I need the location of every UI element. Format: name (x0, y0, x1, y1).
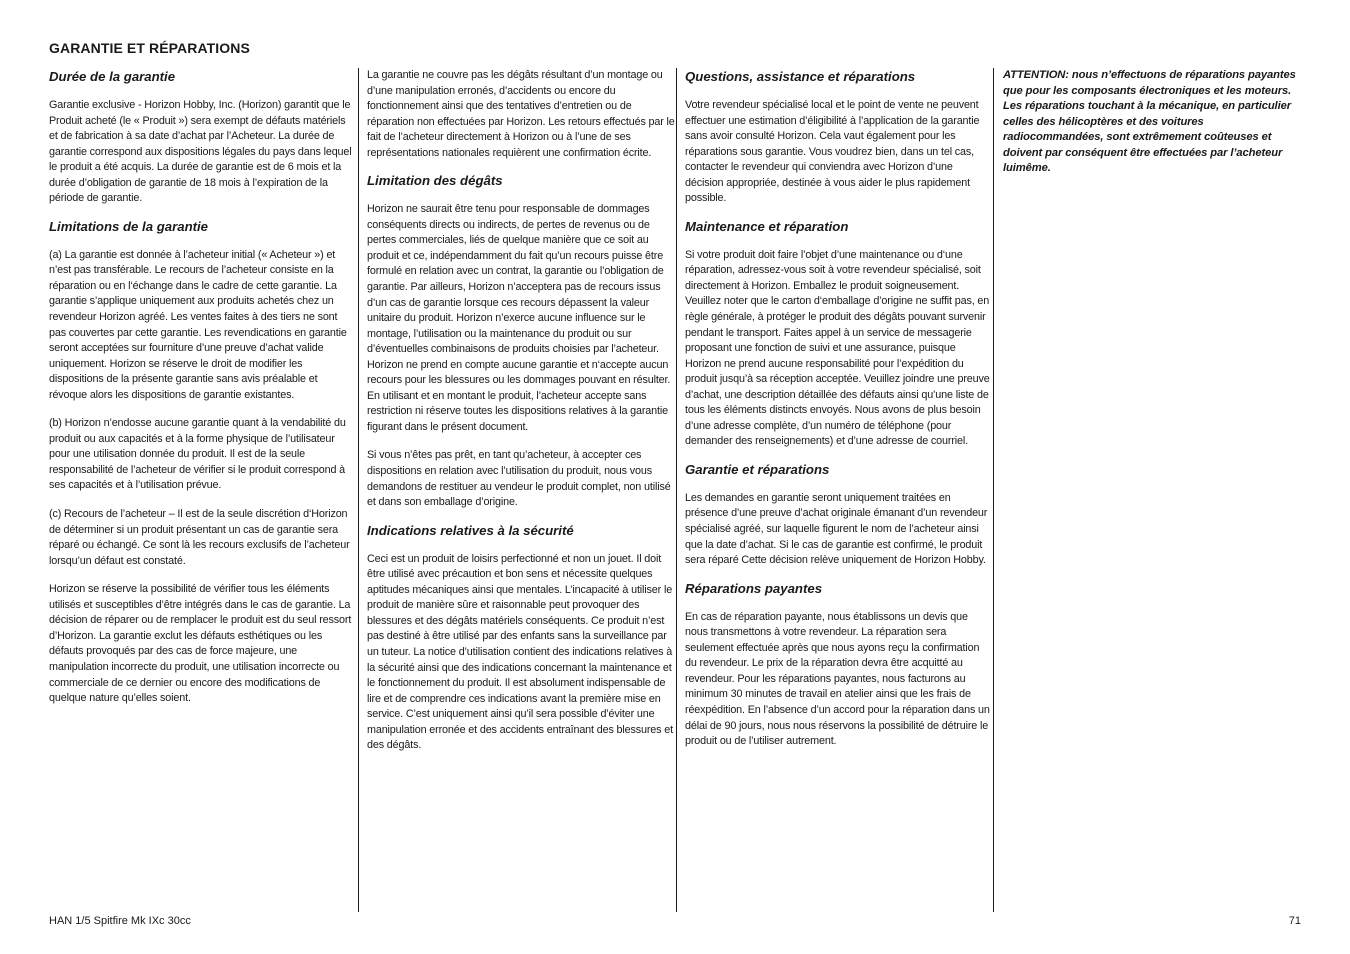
section-heading-garantie-reparations: Garantie et réparations (685, 461, 830, 477)
paragraph-garantie-exclusive: Garantie exclusive - Horizon Hobby, Inc. (Horizon) garantit que le Produit acheté (le « Produit ») sera exempt de défauts matériels et de fabrication à sa date d’achat par l’Acheteur. La durée de garantie correspond aux dispositions légales du pays dans lequel le produit a été acquis. La durée de garantie est de 6 mois et la durée d’obligation de garantie de 18 mois à l’expiration de la période de garantie. (49, 99, 352, 205)
paragraph-maintenance: Si votre produit doit faire l’objet d’une maintenance ou d‘une réparation, adressez-vous soit à votre revendeur spécialisé, soit directement à Horizon. Emballez le produit soigneusement. Veuillez noter que le carton d‘emballage d’origine ne suffit pas, en règle générale, à protéger le produit des dégâts pouvant survenir pendant le transport. Faites appel à un service de messagerie proposant une fonction de suivi et une assurance, puisque Horizon ne prend aucune responsabilité pour l’expédition du produit jusqu’à sa réception acceptée. Veuillez joindre une preuve d’achat, une description détaillée des défauts ainsi qu’une liste de tous les éléments distincts envoyés. Nous avons de plus besoin d’une adresse complète, d’un numéro de téléphone (pour demander des renseignements) et d’une adresse de courriel. (685, 248, 990, 448)
column-4 (993, 68, 1301, 912)
section-heading-limitation-degats: Limitation des dégâts (367, 173, 503, 189)
column-3 (676, 68, 992, 912)
paragraph-limitation-c: (c) Recours de l’acheteur – Il est de la seule discrétion d‘Horizon de déterminer si un produit présentant un cas de garantie sera réparé ou échangé. Ce sont là les recours exclusifs de l’acheteur lorsqu’un défaut est constaté. (49, 508, 350, 567)
paragraph-verification: Horizon se réserve la possibilité de vérifier tous les éléments utilisés et susceptibles d’être intégrés dans le cas de garantie. La décision de réparer ou de remplacer le produit est du seul ressort d’Horizon. La garantie exclut les défauts esthétiques ou les défauts provoqués par des cas de force majeure, une manipulation incorrecte du produit, une utilisation incorrecte ou commerciale de ce dernier ou encore des modifications de quelque nature qu’elles soient. (49, 583, 352, 705)
paragraph-securite: Ceci est un produit de loisirs perfectionné et non un jouet. Il doit être utilisé avec précaution et bon sens et nécessite quelques aptitudes mécaniques ainsi que mentales. L’incapacité à utiliser le produit de manière sûre et raisonnable peut provoquer des blessures et des dégâts matériels conséquents. Ce produit n’est pas destiné à être utilisé par des enfants sans la surveillance par un tuteur. La notice d’utilisation contient des indications relatives à la sécurité ainsi que des indications concernant la maintenance et le fonctionnement du produit. Il est absolument indispensable de lire et de comprendre ces indications avant la première mise en service. C’est uniquement ainsi qu’il sera possible d’éviter une manipulation erronée et des accidents entraînant des blessures et des dégâts. (367, 552, 673, 752)
section-heading-duree-garantie: Durée de la garantie (49, 69, 176, 84)
section-heading-limitations-garantie: Limitations de la garantie (49, 218, 209, 234)
paragraph-limitation-a: (a) La garantie est donnée à l’acheteur initial (« Acheteur ») et n’est pas transférable. Le recours de l’acheteur consiste en la réparation ou en l‘échange dans le cadre de cette garantie. La garantie s’applique uniquement aux produits achetés chez un revendeur Horizon agréé. Les ventes faites à des tiers ne sont pas couvertes par cette garantie. Les revendications en garantie seront acceptées sur fourniture d’une preuve d’achat valide uniquement. Horizon se réserve le droit de modifier les dispositions de la présente garantie sans avis préalable et révoque alors les dispositions de garantie existantes. (49, 248, 347, 401)
section-heading-securite: Indications relatives à la sécurité (367, 522, 574, 538)
paragraph-reparations-payantes: En cas de réparation payante, nous établissons un devis que nous transmettons à votre revendeur. La réparation sera seulement effectuée après que nous ayons reçu la confirmation du revendeur. Le prix de la réparation devra être acquitté au revendeur. Pour les réparations payantes, nous facturons au minimum 30 minutes de travail en atelier ainsi que les frais de réexpédition. En l’absence d’un accord pour la réparation dans un délai de 90 jours, nous nous réservons la possibilité de détruire le produit ou de l’utiliser autrement. (685, 610, 990, 748)
page-number: 71 (1288, 915, 1301, 927)
paragraph-revendeur: Votre revendeur spécialisé local et le point de vente ne peuvent effectuer une estimation d’éligibilité à l’application de la garantie sans avoir consulté Horizon. Cela vaut également pour les réparations sous garantie. Vous voudrez bien, dans un tel cas, contacter le revendeur qui conviendra avec Horizon d’une décision appropriée, destinée à vous aider le plus rapidement possible. (685, 99, 980, 205)
page-title: GARANTIE ET RÉPARATIONS (49, 40, 250, 56)
section-heading-reparations-payantes: Réparations payantes (685, 580, 823, 596)
paragraph-responsabilite: Horizon ne saurait être tenu pour responsable de dommages conséquents directs ou indirects, de pertes de revenus ou de pertes commerciales, liés de quelque manière que ce soit au produit et ce, indépendamment du fait qu’un recours puisse être formulé en relation avec un contrat, la garantie ou l’obligation de garantie. Par ailleurs, Horizon n’acceptera pas de recours issus d’un cas de garantie lorsque ces recours dépassent la valeur unitaire du produit. Horizon n’exerce aucune influence sur le montage, l’utilisation ou la maintenance du produit ou sur d’éventuelles combinaisons de produits choisies par l’acheteur. Horizon ne prend en compte aucune garantie et n‘accepte aucun recours pour les blessures ou les dommages pouvant en résulter. En utilisant et en montant le produit, l’acheteur accepte sans restriction ni réserve toutes les dispositions relatives à la garantie figurant dans le présent document. (367, 203, 671, 433)
section-heading-maintenance: Maintenance et réparation (685, 218, 849, 234)
section-heading-questions-assistance: Questions, assistance et réparations (685, 69, 916, 84)
attention-notice: ATTENTION: nous n’effectuons de réparations payantes que pour les composants électroniques et les moteurs. Les réparations touchant à la mécanique, en particulier celles des hélicoptères et des voitures radiocommandées, sont extrêmement coûteuses et doivent par conséquent être effectuées par l’acheteur luimême. (1003, 69, 1296, 175)
paragraph-demandes-garantie: Les demandes en garantie seront uniquement traitées en présence d’une preuve d’achat originale émanant d’un revendeur spécialisé agréé, sur laquelle figurent le nom de l’acheteur ainsi que la date d’achat. Si le cas de garantie est confirmé, le produit sera réparé Cette décision relève uniquement de Horizon Hobby. (685, 491, 988, 567)
paragraph-exclusions: La garantie ne couvre pas les dégâts résultant d’un montage ou d’une manipulation erronés, d’accidents ou encore du fonctionnement ainsi que des tentatives d’entretien ou de réparation non effectuées par Horizon. Les retours effectués par le fait de l’acheteur directement à Horizon ou à l’une de ses représentations nationales requièrent une confirmation écrite. (367, 69, 675, 159)
footer-product-name: HAN 1/5 Spitfire Mk IXc 30cc (49, 915, 191, 927)
column-1 (49, 68, 357, 912)
paragraph-restitution: Si vous n’êtes pas prêt, en tant qu’acheteur, à accepter ces dispositions en relation avec l’utilisation du produit, nous vous demandons de restituer au vendeur le produit complet, non utilisé et dans son emballage d’origine. (367, 449, 671, 509)
column-2 (358, 68, 675, 912)
paragraph-limitation-b: (b) Horizon n’endosse aucune garantie quant à la vendabilité du produit ou aux capacités et à la forme physique de l’utilisateur pour une utilisation donnée du produit. Il est de la seule responsabilité de l’acheteur de vérifier si le produit correspond à ses capacités et à l’utilisation prévue. (49, 417, 346, 492)
